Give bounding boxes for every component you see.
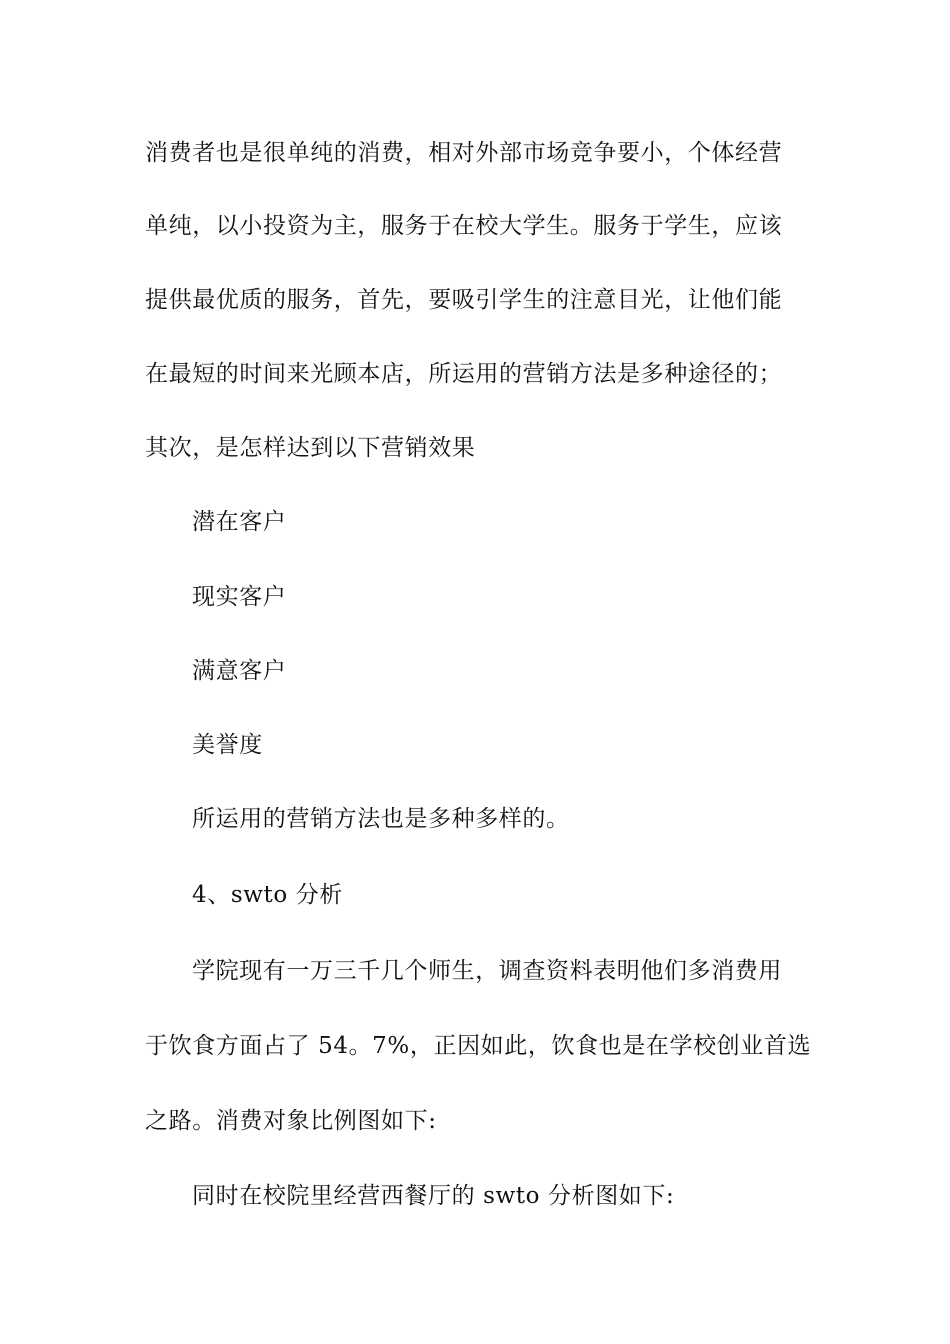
list-item: 潜在客户 (192, 509, 287, 535)
paragraph-line: 消费者也是很单纯的消费，相对外部市场竞争要小，个体经营 (145, 140, 783, 166)
paragraph-line: 学院现有一万三千几个师生，调查资料表明他们多消费用 (192, 958, 782, 984)
paragraph-line: 提供最优质的服务，首先，要吸引学生的注意目光，让他们能 (145, 287, 783, 313)
paragraph-line: 于饮食方面占了 54。7%，正因如此，饮食也是在学校创业首选 (145, 1033, 812, 1059)
paragraph-line: 之路。消费对象比例图如下: (145, 1108, 437, 1134)
paragraph-line: 所运用的营销方法也是多种多样的。 (192, 806, 570, 832)
section-heading: 4、swto 分析 (192, 882, 343, 908)
paragraph-line: 其次，是怎样达到以下营销效果 (145, 435, 476, 461)
list-item: 满意客户 (192, 658, 287, 684)
paragraph-line: 同时在校院里经营西餐厅的 swto 分析图如下: (192, 1183, 675, 1209)
paragraph-line: 单纯，以小投资为主，服务于在校大学生。服务于学生，应该 (145, 213, 783, 239)
list-item: 美誉度 (192, 732, 263, 758)
list-item: 现实客户 (192, 584, 287, 610)
paragraph-line: 在最短的时间来光顾本店，所运用的营销方法是多种途径的； (145, 361, 783, 387)
